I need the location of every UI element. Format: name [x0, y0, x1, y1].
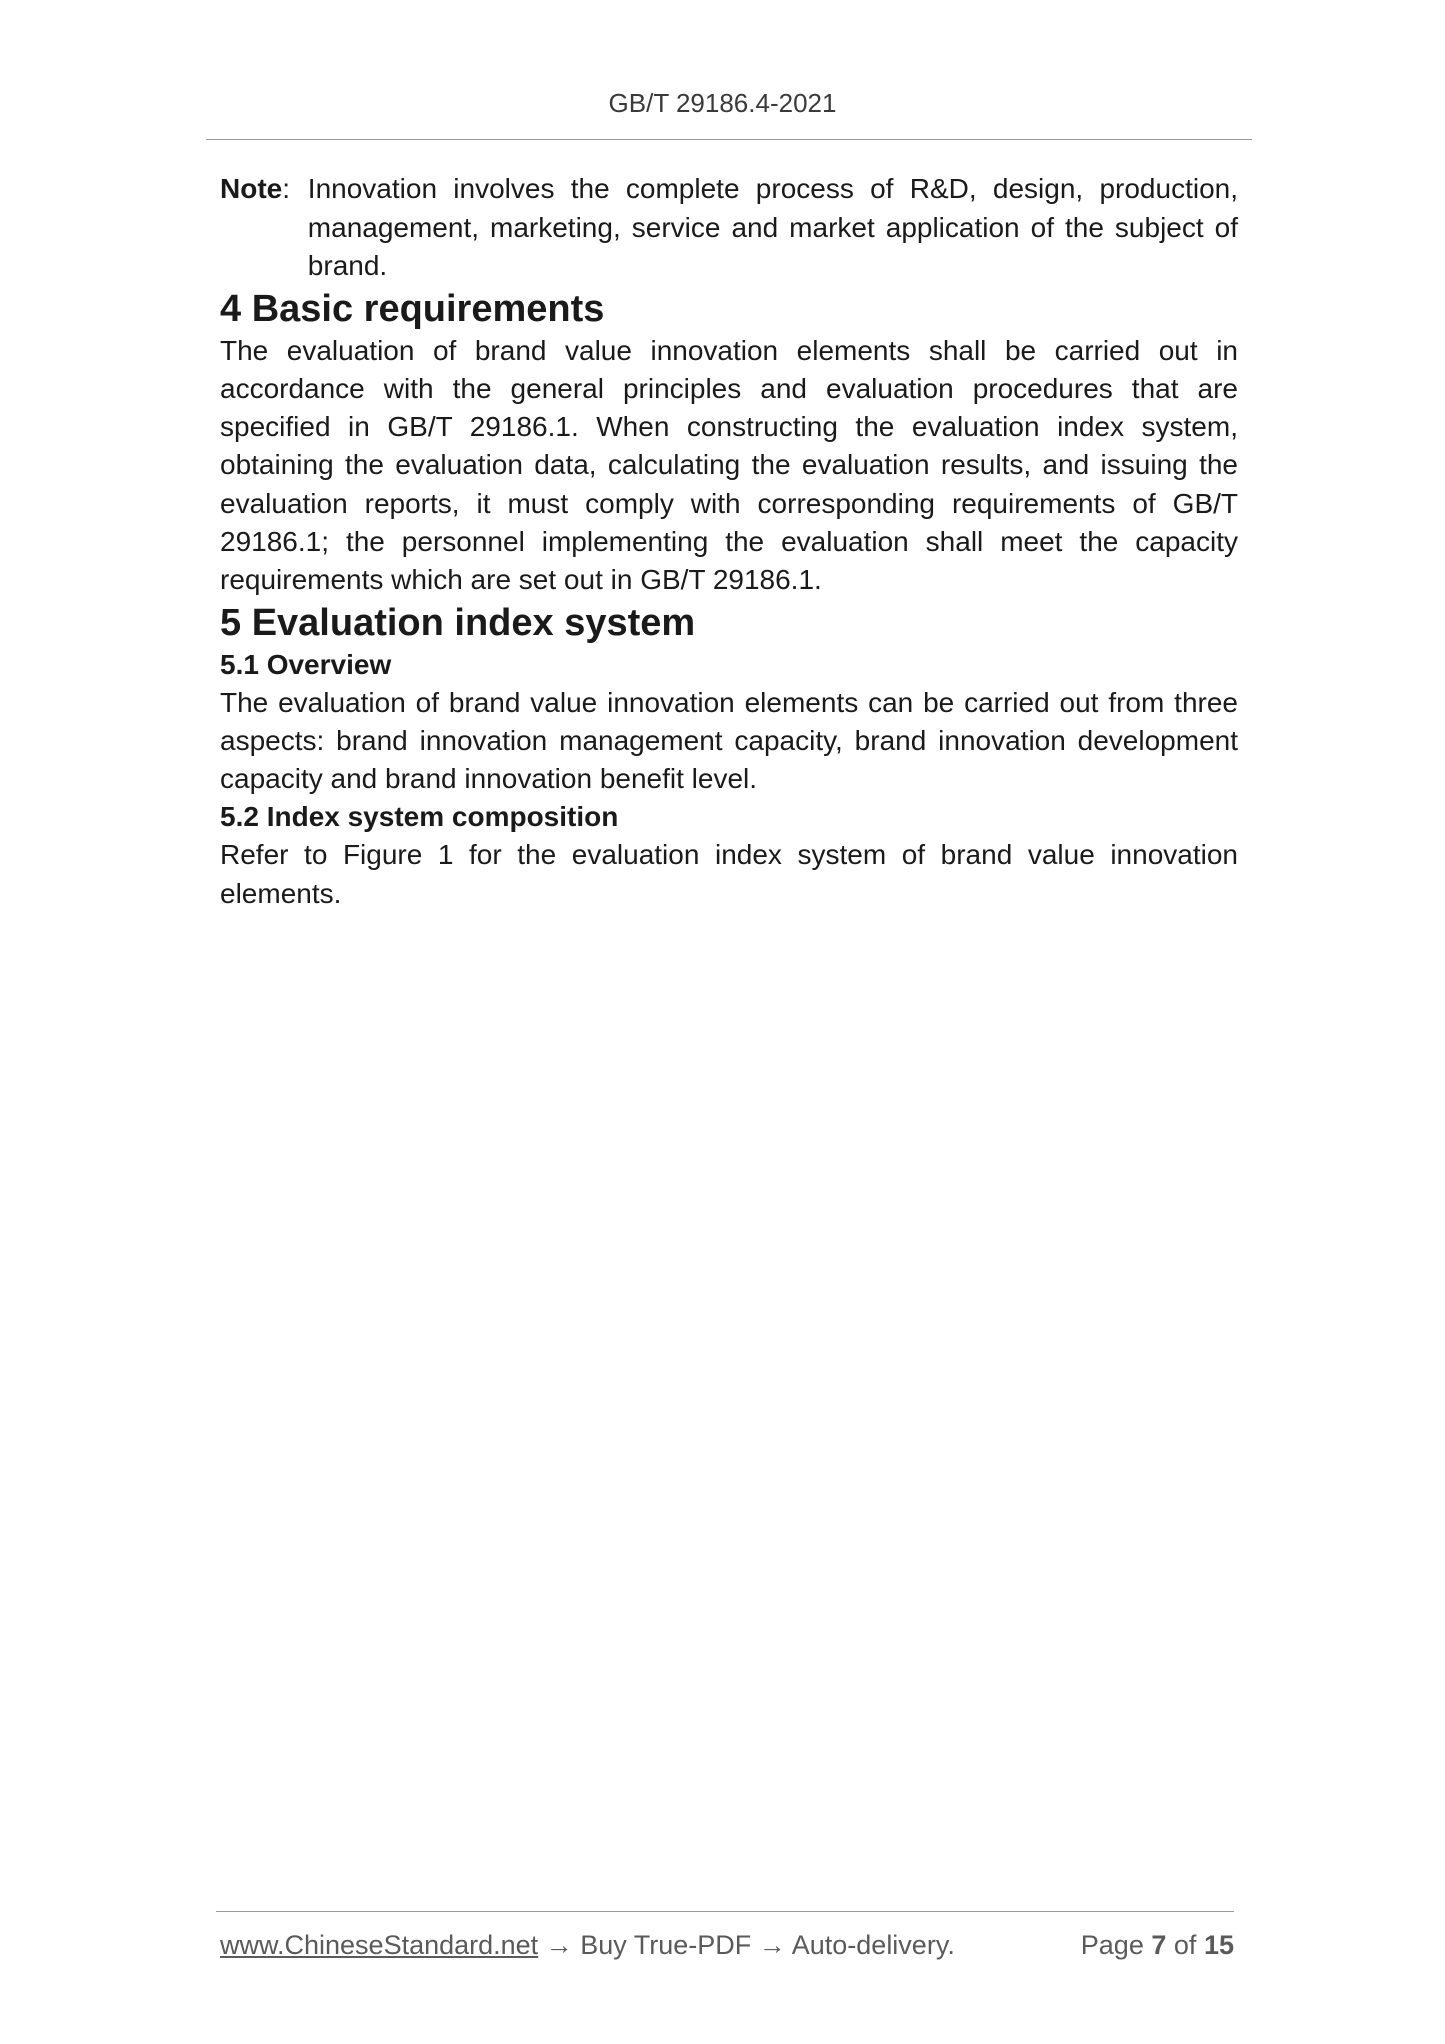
footer-divider — [216, 1911, 1234, 1912]
page-total: 15 — [1203, 1930, 1234, 1960]
note-label: Note — [220, 173, 283, 204]
running-header: GB/T 29186.4-2021 — [608, 88, 837, 118]
page-number — [1081, 1930, 1234, 1961]
page-word: Page — [1080, 1930, 1144, 1960]
section-5-heading: 5 Evaluation index system — [220, 601, 696, 644]
note-colon: : — [282, 173, 298, 204]
section-5-1-paragraph: The evaluation of brand value innovation elements can be carried out from three aspects: brand innovation management capacity, brand innovation development capacity and brand innovation benefit level. — [220, 686, 1238, 795]
page-footer — [220, 1930, 1234, 1961]
page-content — [220, 170, 1238, 913]
section-4-heading: 4 Basic requirements — [220, 287, 605, 330]
website-link[interactable]: www.ChineseStandard.net — [220, 1930, 539, 1960]
header-divider — [206, 139, 1252, 140]
note-block — [220, 170, 1238, 286]
of-word: of — [1173, 1930, 1197, 1960]
section-4-paragraph: The evaluation of brand value innovation elements shall be carried out in accordance with the general principles and evaluation procedures that are specified in GB/T 29186.1. When constructing the evaluation index system, obtaining the evaluation data, calculating the evaluation results, and issuing the evaluation reports, it must comply with corresponding requirements of GB/T 29186.1; the personnel implementing the evaluation shall meet the capacity requirements which are set out in GB/T 29186.1. — [220, 334, 1238, 596]
section-5-2-paragraph: Refer to Figure 1 for the evaluation index system of brand value innovation elements. — [220, 839, 1238, 909]
section-5-2-heading: 5.2 Index system composition — [220, 801, 619, 833]
footer-promo — [220, 1930, 955, 1961]
footer-tagline: → Buy True-PDF → Auto-delivery. — [538, 1930, 955, 1960]
note-text: Innovation involves the complete process of R&D, design, production, management, marketing, service and market application of the subject of brand. — [307, 173, 1238, 281]
page-current: 7 — [1151, 1930, 1167, 1960]
section-5-1-heading: 5.1 Overview — [220, 648, 392, 680]
